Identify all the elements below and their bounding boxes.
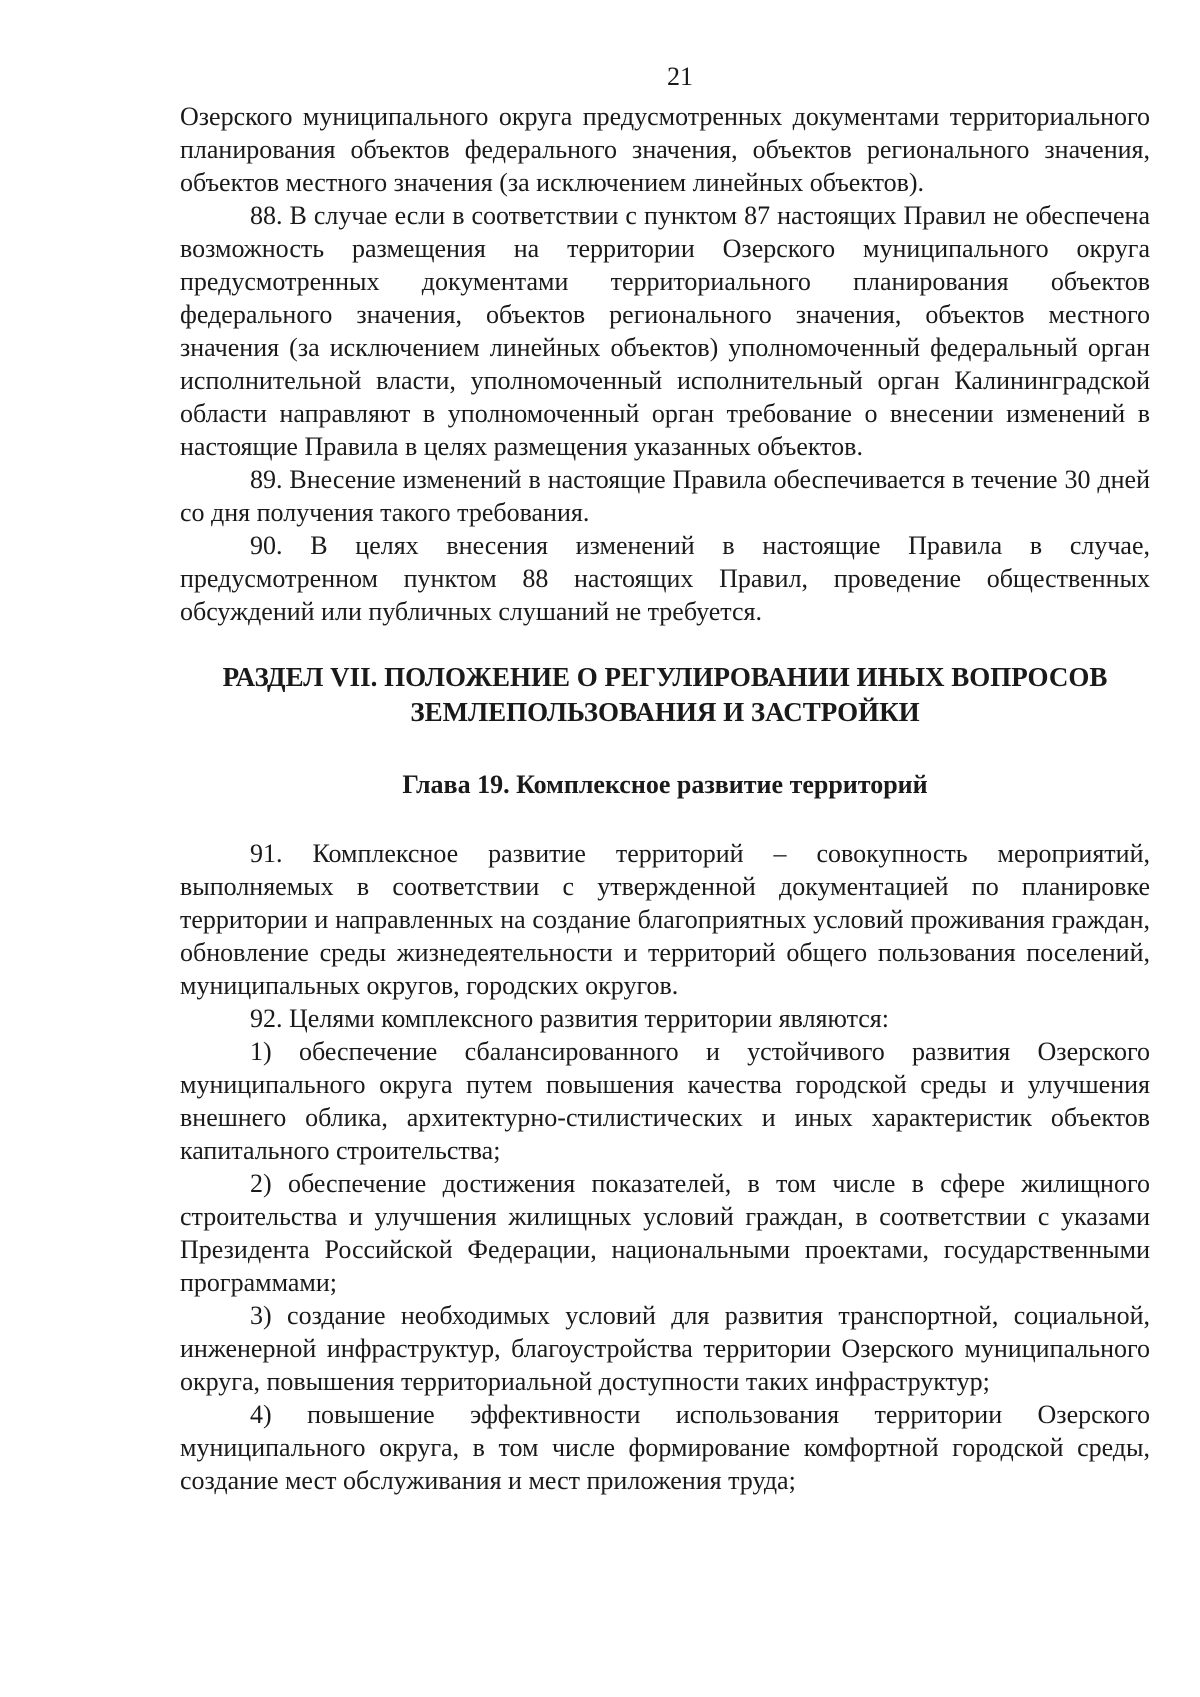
paragraph-continuation: Озерского муниципального округа предусмотренных документами территориального планирования объектов федерального значения, объектов регионального значения, объектов местного значения (за исключением линейных объектов). <box>180 102 1150 197</box>
paragraph-89: 89. Внесение изменений в настоящие Правила обеспечивается в течение 30 дней со дня получения такого требования. <box>180 465 1150 527</box>
paragraph-90: 90. В целях внесения изменений в настоящие Правила в случае, предусмотренном пунктом 88 настоящих Правил, проведение общественных обсуждений или публичных слушаний не требуется. <box>180 531 1150 626</box>
paragraph-91: 91. Комплексное развитие территорий – совокупность мероприятий, выполняемых в соответствии с утвержденной документацией по планировке территории и направленных на создание благоприятных условий проживания граждан, обновление среды жизнедеятельности и территорий общего пользования поселений, муниципальных округов, городских округов. <box>180 839 1150 1000</box>
paragraph-92: 92. Целями комплексного развития территории являются: <box>250 1004 889 1033</box>
list-item-2: 2) обеспечение достижения показателей, в том числе в сфере жилищного строительства и улучшения жилищных условий граждан, в соответствии с указами Президента Российской Федерации, национальными проектами, государственными программами; <box>180 1169 1150 1297</box>
page-number: 21 <box>667 62 693 91</box>
section-heading <box>180 660 1150 730</box>
list-item-4: 4) повышение эффективности использования территории Озерского муниципального округа, в том числе формирование комфортной городской среды, создание мест обслуживания и мест приложения труда; <box>180 1400 1150 1495</box>
section-heading-line-1: РАЗДЕЛ VII. ПОЛОЖЕНИЕ О РЕГУЛИРОВАНИИ ИНЫХ ВОПРОСОВ <box>222 662 1108 692</box>
chapter-heading: Глава 19. Комплексное развитие территорий <box>402 770 928 799</box>
document-page <box>180 62 1150 1497</box>
paragraph-88: 88. В случае если в соответствии с пунктом 87 настоящих Правил не обеспечена возможность размещения на территории Озерского муниципального округа предусмотренных документами территориального планирования объектов федерального значения, объектов регионального значения, объектов местного значения (за исключением линейных объектов) уполномоченный федеральный орган исполнительной власти, уполномоченный исполнительный орган Калининградской области направляют в уполномоченный орган требование о внесении изменений в настоящие Правила в целях размещения указанных объектов. <box>180 201 1150 461</box>
section-heading-line-2: ЗЕМЛЕПОЛЬЗОВАНИЯ И ЗАСТРОЙКИ <box>410 697 920 727</box>
list-item-3: 3) создание необходимых условий для развития транспортной, социальной, инженерной инфраструктур, благоустройства территории Озерского муниципального округа, повышения территориальной доступности таких инфраструктур; <box>180 1301 1150 1396</box>
list-item-1: 1) обеспечение сбалансированного и устойчивого развития Озерского муниципального округа путем повышения качества городской среды и улучшения внешнего облика, архитектурно-стилистических и иных характеристик объектов капитального строительства; <box>180 1037 1150 1165</box>
